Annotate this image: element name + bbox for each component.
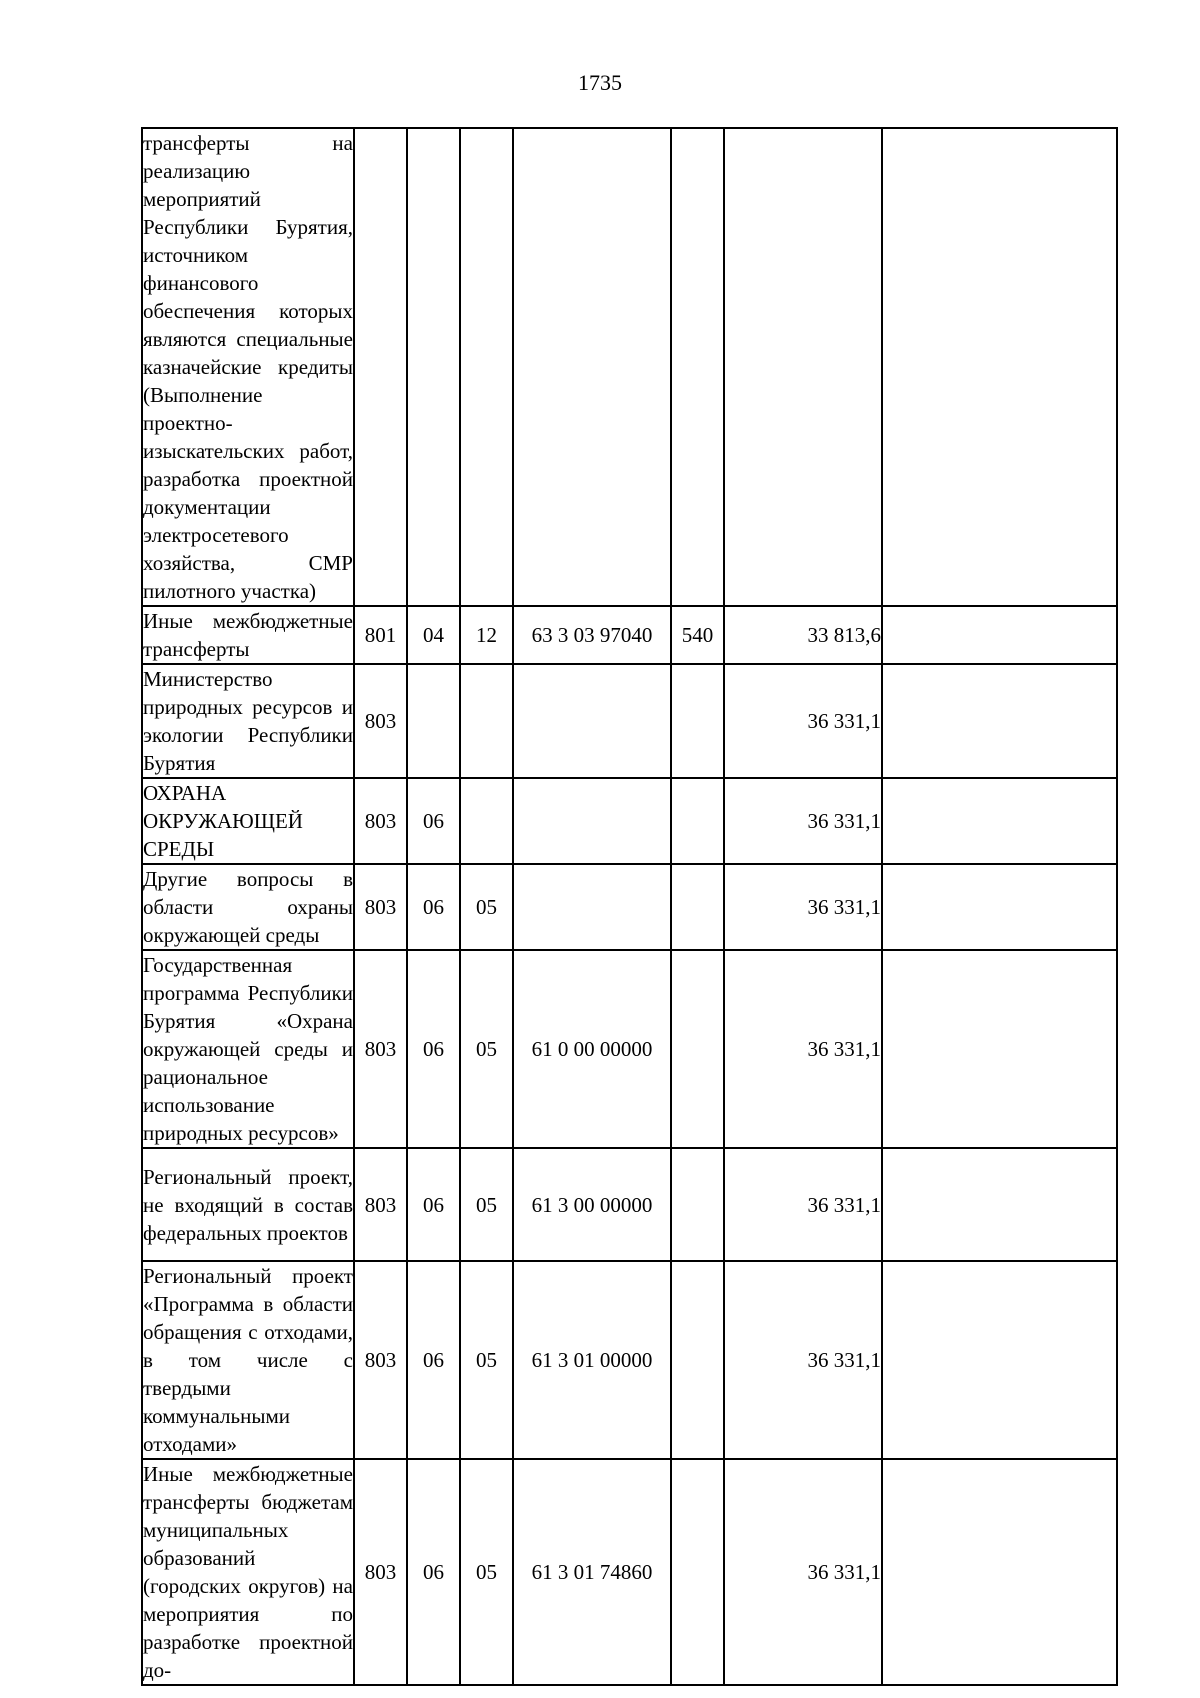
cell-pr: 05 (460, 950, 513, 1148)
cell-pr (460, 128, 513, 606)
cell-pr (460, 778, 513, 864)
cell-sum: 33 813,6 (724, 606, 882, 664)
cell-vr (671, 778, 724, 864)
cell-sum: 36 331,1 (724, 1459, 882, 1685)
cell-extra (882, 1148, 1117, 1261)
cell-pr (460, 664, 513, 778)
cell-rz: 06 (407, 950, 460, 1148)
cell-extra (882, 664, 1117, 778)
cell-csr: 61 3 01 74860 (513, 1459, 671, 1685)
cell-vr (671, 664, 724, 778)
cell-vr: 540 (671, 606, 724, 664)
row-name: Государственная программа Республики Бурятия «Охрана окружающей среды и рациональное использование природных ресурсов» (142, 950, 354, 1148)
cell-pr: 05 (460, 1261, 513, 1459)
cell-vr (671, 864, 724, 950)
cell-vr (671, 128, 724, 606)
cell-ved: 801 (354, 606, 407, 664)
row-name: Иные межбюджетные трансферты (142, 606, 354, 664)
cell-ved: 803 (354, 950, 407, 1148)
table-row (142, 606, 1117, 664)
cell-pr: 05 (460, 864, 513, 950)
table-row (142, 1148, 1117, 1261)
cell-csr: 61 3 01 00000 (513, 1261, 671, 1459)
cell-extra (882, 1459, 1117, 1685)
cell-extra (882, 864, 1117, 950)
table-row (142, 1261, 1117, 1459)
cell-rz: 06 (407, 864, 460, 950)
cell-pr: 05 (460, 1459, 513, 1685)
cell-rz: 06 (407, 1459, 460, 1685)
table-row (142, 128, 1117, 606)
cell-pr: 05 (460, 1148, 513, 1261)
cell-extra (882, 1261, 1117, 1459)
cell-extra (882, 778, 1117, 864)
cell-rz (407, 128, 460, 606)
cell-csr: 63 3 03 97040 (513, 606, 671, 664)
row-name: Министерство природных ресурсов и экологии Республики Бурятия (142, 664, 354, 778)
table-row (142, 950, 1117, 1148)
cell-rz: 04 (407, 606, 460, 664)
cell-sum (724, 128, 882, 606)
cell-sum: 36 331,1 (724, 664, 882, 778)
cell-sum: 36 331,1 (724, 864, 882, 950)
row-name: ОХРАНА ОКРУЖАЮЩЕЙ СРЕДЫ (142, 778, 354, 864)
cell-rz (407, 664, 460, 778)
cell-ved: 803 (354, 1459, 407, 1685)
cell-ved: 803 (354, 1261, 407, 1459)
cell-sum: 36 331,1 (724, 1261, 882, 1459)
cell-rz: 06 (407, 778, 460, 864)
table-row (142, 778, 1117, 864)
cell-sum: 36 331,1 (724, 778, 882, 864)
cell-sum: 36 331,1 (724, 1148, 882, 1261)
row-name: Другие вопросы в области охраны окружающей среды (142, 864, 354, 950)
row-name: трансферты на реализацию мероприятий Республики Бурятия, источником финансового обеспечения которых являются специальные казначейские кредиты (Выполнение проектно-изыскательских работ, разработка проектной документации электросетевого хозяйства, СМР пилотного участка) (142, 128, 354, 606)
cell-ved (354, 128, 407, 606)
cell-csr (513, 864, 671, 950)
cell-ved: 803 (354, 1148, 407, 1261)
cell-csr: 61 0 00 00000 (513, 950, 671, 1148)
row-name: Региональный проект, не входящий в состав федеральных проектов (142, 1148, 354, 1261)
table-row (142, 1459, 1117, 1685)
cell-vr (671, 1148, 724, 1261)
cell-rz: 06 (407, 1261, 460, 1459)
cell-csr (513, 128, 671, 606)
cell-ved: 803 (354, 664, 407, 778)
row-name: Региональный проект «Программа в области обращения с отходами, в том числе с твердыми коммунальными отходами» (142, 1261, 354, 1459)
cell-extra (882, 950, 1117, 1148)
page-number: 1735 (578, 70, 622, 95)
cell-vr (671, 950, 724, 1148)
cell-rz: 06 (407, 1148, 460, 1261)
cell-extra (882, 606, 1117, 664)
row-name: Иные межбюджетные трансферты бюджетам муниципальных образований (городских округов) на мероприятия по разработке проектной до- (142, 1459, 354, 1685)
cell-ved: 803 (354, 778, 407, 864)
cell-csr (513, 778, 671, 864)
cell-extra (882, 128, 1117, 606)
cell-sum: 36 331,1 (724, 950, 882, 1148)
cell-vr (671, 1459, 724, 1685)
table-row (142, 664, 1117, 778)
cell-ved: 803 (354, 864, 407, 950)
cell-vr (671, 1261, 724, 1459)
cell-csr (513, 664, 671, 778)
cell-csr: 61 3 00 00000 (513, 1148, 671, 1261)
budget-table (141, 127, 1118, 1686)
table-row (142, 864, 1117, 950)
cell-pr: 12 (460, 606, 513, 664)
